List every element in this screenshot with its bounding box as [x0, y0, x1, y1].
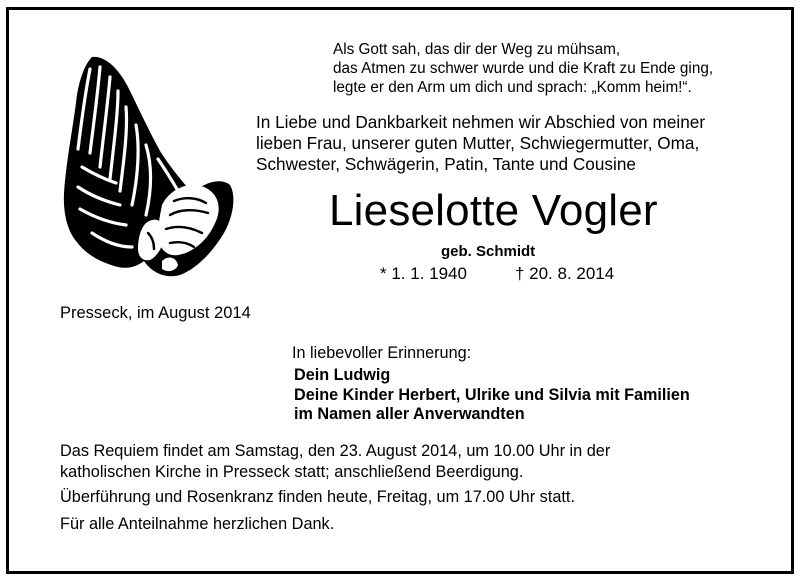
intro-line: Schwester, Schwägerin, Patin, Tante und Cousine — [256, 154, 636, 174]
mourners-list — [294, 366, 690, 425]
deceased-name: Lieselotte Vogler — [329, 186, 658, 235]
praying-hands-icon — [62, 55, 237, 280]
maiden-name: geb. Schmidt — [441, 243, 536, 260]
birth-date: * 1. 1. 1940 — [380, 264, 467, 283]
memory-label: In liebevoller Erinnerung: — [292, 344, 472, 362]
requiem-line: Das Requiem findet am Samstag, den 23. August 2014, um 10.00 Uhr in der — [60, 442, 611, 460]
requiem-line: katholischen Kirche in Presseck statt; anschließend Beerdigung. — [60, 463, 524, 481]
place-and-date: Presseck, im August 2014 — [60, 304, 251, 322]
poem-line: Als Gott sah, das dir der Weg zu mühsam, — [333, 41, 621, 58]
life-dates — [380, 264, 614, 284]
poem-line: legte er den Arm um dich und sprach: „Komm heim!“. — [333, 79, 692, 96]
mourner-line: Dein Ludwig — [294, 366, 391, 384]
poem — [333, 40, 713, 97]
requiem-info — [60, 441, 610, 483]
transfer-info: Überführung und Rosenkranz finden heute, Freitag, um 17.00 Uhr statt. — [60, 488, 575, 506]
mourner-line: im Namen aller Anverwandten — [294, 405, 525, 423]
intro-line: In Liebe und Dankbarkeit nehmen wir Abschied von meiner — [256, 112, 706, 132]
death-date: † 20. 8. 2014 — [514, 264, 615, 283]
intro-line: lieben Frau, unserer guten Mutter, Schwiegermutter, Oma, — [256, 133, 700, 153]
mourner-line: Deine Kinder Herbert, Ulrike und Silvia mit Familien — [294, 385, 690, 404]
poem-line: das Atmen zu schwer wurde und die Kraft zu Ende ging, — [333, 60, 714, 77]
farewell-intro — [256, 112, 705, 175]
thanks-line: Für alle Anteilnahme herzlichen Dank. — [60, 515, 335, 533]
